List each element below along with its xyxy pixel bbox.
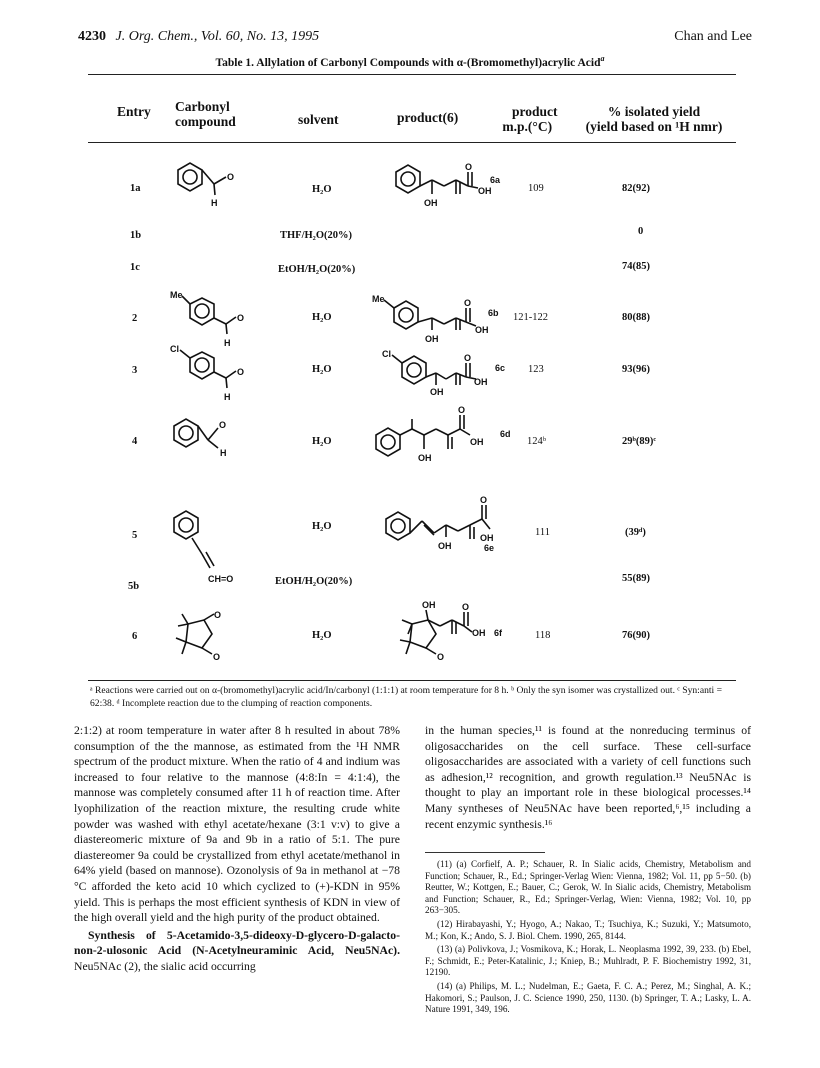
running-header xyxy=(78,29,319,45)
entry-5b: 5b xyxy=(128,581,140,592)
svg-text:OH: OH xyxy=(425,334,439,344)
svg-text:H: H xyxy=(224,338,231,348)
yield-1b: 0 xyxy=(638,226,644,237)
svg-text:Me: Me xyxy=(372,294,385,304)
solvent-2: H₂O xyxy=(312,312,332,323)
journal-citation: J. Org. Chem., Vol. 60, No. 13, 1995 xyxy=(115,29,320,44)
mp-3: 123 xyxy=(528,364,544,375)
yield-6: 76(90) xyxy=(622,630,650,641)
svg-text:OH: OH xyxy=(480,533,494,543)
solvent-1c: EtOH/H₂O(20%) xyxy=(278,264,356,275)
section-heading: Synthesis of 5-Acetamido-3,5-dideoxy-D-glycero-D-galacto-non-2-ulosonic Acid (N-Acetylneuraminic Acid, Neu5NAc). xyxy=(74,928,400,958)
product-6d-structure xyxy=(370,405,540,475)
product-6b-structure xyxy=(370,290,520,350)
svg-text:O: O xyxy=(465,162,473,172)
svg-text:O: O xyxy=(458,405,466,415)
paragraph: in the human species,¹¹ is found at the nonreducing terminus of oligosaccharides on the cell surface. These cell-surface oligosaccharides are associated with a variety of cell functions such as adhesion,¹² recognition, and growth regulation.¹³ Neu5NAc is thought to play an important role in these biological processes.¹⁴ Many syntheses of Neu5NAc have been reported,⁶,¹⁵ including a recent enzymic synthesis.¹⁶ xyxy=(425,724,751,831)
col-carbonyl: Carbonyl compound xyxy=(175,99,236,129)
running-authors: Chan and Lee xyxy=(674,29,752,44)
chlorobenzaldehyde-structure xyxy=(168,340,248,410)
svg-text:O: O xyxy=(219,420,227,430)
svg-text:OH: OH xyxy=(472,628,486,638)
svg-text:Me: Me xyxy=(170,290,183,300)
svg-text:O: O xyxy=(227,172,235,182)
mp-5: 111 xyxy=(535,527,550,538)
table-header-rule xyxy=(88,142,736,143)
svg-text:6d: 6d xyxy=(500,429,511,439)
col-yield: % isolated yield (yield based on ¹H nmr) xyxy=(585,104,723,134)
svg-text:Cl: Cl xyxy=(170,344,179,354)
svg-text:6b: 6b xyxy=(488,308,499,318)
yield-5: (39ᵈ) xyxy=(625,527,646,538)
svg-text:O: O xyxy=(214,610,222,620)
svg-text:H: H xyxy=(220,448,227,458)
svg-text:O: O xyxy=(462,602,470,612)
col-entry: Entry xyxy=(117,104,151,119)
entry-4: 4 xyxy=(132,436,138,447)
entry-3: 3 xyxy=(132,365,138,376)
svg-text:OH: OH xyxy=(475,325,489,335)
cyclopentanedione-structure xyxy=(168,610,248,670)
product-6f-structure xyxy=(398,600,528,670)
page-number: 4230 xyxy=(78,29,106,44)
entry-1a: 1a xyxy=(130,183,141,194)
table-caption: Table 1. Allylation of Carbonyl Compounds with α-(Bromomethyl)acrylic Acid$^a$ xyxy=(215,54,605,69)
entry-5: 5 xyxy=(132,530,138,541)
svg-text:O: O xyxy=(237,313,245,323)
reference-item: (12) Hirabayashi, Y.; Hyogo, A.; Nakao, T.; Tsuchiya, K.; Suzuki, Y.; Matsumoto, M.; Kon, K.; Ando, S. J. Biol. Chem. 1990, 265, 8144. xyxy=(425,918,751,941)
svg-text:O: O xyxy=(437,652,445,662)
svg-text:6c: 6c xyxy=(495,363,506,373)
body-column-left xyxy=(74,723,400,975)
reference-item: (13) (a) Polivkova, J.; Vosmikova, K.; Horak, L. Neoplasma 1992, 39, 233. (b) Ebel, F.; Schmidt, E.; Peter-Katalinic, J.; Kniep, B.; Muhlradt, P. F. Biochemistry 1992, 31, 12190. xyxy=(425,944,751,978)
svg-text:6e: 6e xyxy=(484,543,495,553)
reference-item: (14) (a) Philips, M. L.; Nudelman, E.; Gaeta, F. C. A.; Perez, M.; Singhal, A. K.; Hakomori, S.; Paulson, J. C. Science 1990, 250, 1130. (b) Springer, T. A.; Lasky, L. A. Nature 1991, 349, 196. xyxy=(425,980,751,1015)
yield-2: 80(88) xyxy=(622,312,650,323)
svg-text:OH: OH xyxy=(424,198,438,208)
col-product: product(6) xyxy=(397,110,459,125)
solvent-5: H₂O xyxy=(312,521,332,532)
svg-text:O: O xyxy=(237,367,245,377)
solvent-1b: THF/H₂O(20%) xyxy=(280,230,352,241)
yield-5b: 55(89) xyxy=(622,573,650,584)
svg-text:OH: OH xyxy=(478,186,492,196)
table-bottom-rule xyxy=(88,680,736,681)
mp-6: 118 xyxy=(535,630,551,641)
entry-1c: 1c xyxy=(130,262,140,273)
entry-2: 2 xyxy=(132,313,138,324)
svg-text:6a: 6a xyxy=(490,175,501,185)
solvent-6: H₂O xyxy=(312,630,332,641)
svg-text:OH: OH xyxy=(422,600,436,610)
solvent-4: H₂O xyxy=(312,436,332,447)
svg-text:O: O xyxy=(464,298,472,308)
references xyxy=(425,859,751,1018)
col-mp: product m.p.(°C) xyxy=(502,104,558,134)
product-6e-structure xyxy=(380,495,530,565)
svg-text:H: H xyxy=(211,198,218,208)
solvent-5b: EtOH/H₂O(20%) xyxy=(275,576,353,587)
mp-4: 124ᵇ xyxy=(527,436,547,447)
svg-text:CH=O: CH=O xyxy=(208,574,234,584)
svg-text:O: O xyxy=(480,495,488,505)
table-footnotes: ᵃ Reactions were carried out on α-(bromomethyl)acrylic acid/In/carbonyl (1:1:1) at room temperature for 8 h. ᵇ Only the syn isomer was crystallized out. ᶜ Syn:anti = 62:38. ᵈ Incomplete reaction due to the clumping of reaction components. xyxy=(90,685,723,709)
svg-text:O: O xyxy=(213,652,221,662)
svg-text:OH: OH xyxy=(438,541,452,551)
yield-3: 93(96) xyxy=(622,364,650,375)
paragraph: 2:1:2) at room temperature in water after 8 h resulted in about 78% consumption of the the mannose, as estimated from the ¹H NMR spectrum of the product mixture. When the ratio of 4 and indium was increased to four relative to the mannose (4:8:In = 4:1:4), the mannose was completely consumed after 11 h of reaction time. After lyophilization of the reaction mixture, the resulting crude white powder was washed with ethyl acetate/hexane (3:1 v:v) to give a diastereomeric mixture of 9a and 9b in a ratio of 5:1. The pure diastereomer 9a could be crystallized from ethyl acetate/methanol in 64% yield (based on mannose). Ozonolysis of 9a in methanol at −78 °C afforded the keto acid 10 which cyclized to (+)-KDN in 95% yield. This is perhaps the most efficient synthesis of KDN in view of the high overall yield and the high purity of the product obtained. xyxy=(74,724,400,925)
section-paragraph: Synthesis of 5-Acetamido-3,5-dideoxy-D-glycero-D-galacto-non-2-ulosonic Acid (N-Acetylneuraminic Acid, Neu5NAc). Neu5NAc (2), the sialic acid occurring xyxy=(74,928,400,973)
yield-1a: 82(92) xyxy=(622,183,650,194)
svg-text:OH: OH xyxy=(430,387,444,397)
product-6a-structure xyxy=(390,160,530,220)
cinnamaldehyde-structure xyxy=(168,508,268,588)
phenylpropanal-structure xyxy=(168,416,248,466)
reference-item: (11) (a) Corfielf, A. P.; Schauer, R. In Sialic acids, Chemistry, Metabolism and Function; Schauer, R., Ed.; Springer-Verlag Wien: Vienna, 1982; Vol. 11, pp 5−50. (b) Reutter, W.; Kottgen, E.; Bauer, C.; Gerok, W. In Sialic acids, Chemistry, Metabolism and Function; Schauer, R., Ed.; Springer-Verlag, Wien: Vienna, 1982; Vol. 10, pp 263−305. xyxy=(425,859,751,916)
svg-text:Cl: Cl xyxy=(382,349,391,359)
yield-1c: 74(85) xyxy=(622,261,650,272)
svg-text:OH: OH xyxy=(470,437,484,447)
solvent-1a: H₂O xyxy=(312,184,332,195)
entry-6: 6 xyxy=(132,631,138,642)
mp-1a: 109 xyxy=(528,183,544,194)
yield-4: 29ᵇ(89)ᶜ xyxy=(622,436,657,447)
product-6c-structure xyxy=(380,345,520,405)
svg-text:6f: 6f xyxy=(494,628,503,638)
col-solvent: solvent xyxy=(298,112,339,127)
body-column-right xyxy=(425,723,751,832)
solvent-3: H₂O xyxy=(312,364,332,375)
table-top-rule xyxy=(88,74,736,75)
svg-text:O: O xyxy=(464,353,472,363)
svg-text:OH: OH xyxy=(474,377,488,387)
references-rule xyxy=(425,852,545,853)
svg-text:OH: OH xyxy=(418,453,432,463)
benzaldehyde-structure xyxy=(168,160,248,220)
svg-text:H: H xyxy=(224,392,231,402)
entry-1b: 1b xyxy=(130,230,142,241)
mp-2: 121-122 xyxy=(513,312,548,323)
